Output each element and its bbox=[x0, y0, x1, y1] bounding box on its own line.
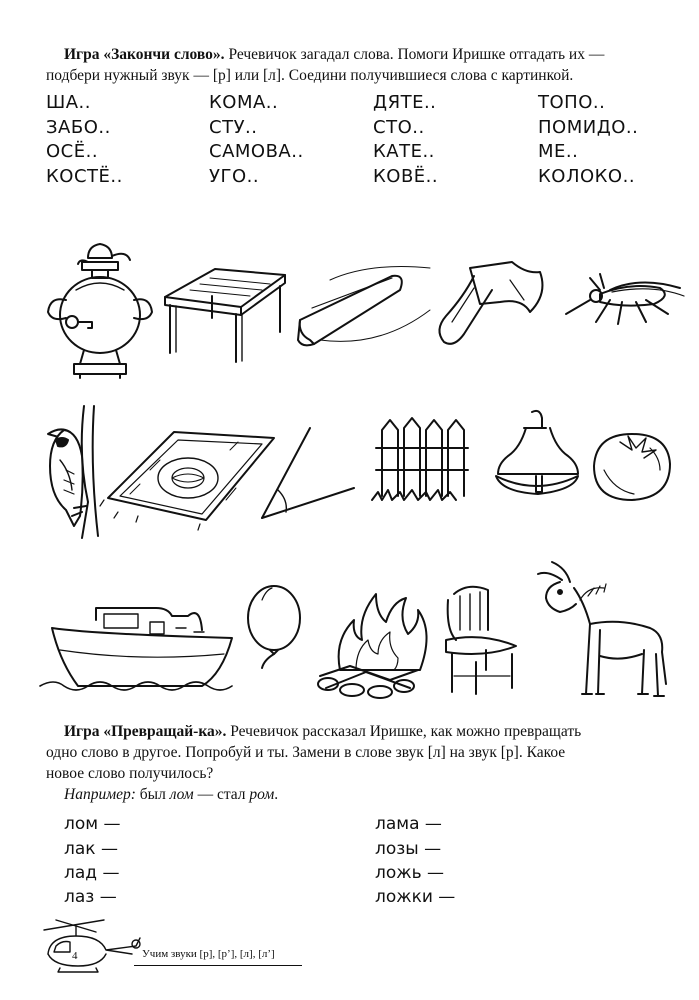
example-label: Например: bbox=[64, 786, 136, 803]
angle-icon[interactable] bbox=[262, 428, 354, 518]
mosquito-icon[interactable] bbox=[566, 274, 684, 324]
word-cell: КОСТЁ.. bbox=[46, 165, 123, 187]
transform-right-1: лама — bbox=[375, 814, 442, 834]
word-cell: ТОПО.. bbox=[538, 92, 606, 113]
transform-right-2: лозы — bbox=[375, 839, 442, 859]
word-cell: МЕ.. bbox=[538, 141, 579, 162]
word-cell: ЗАБО.. bbox=[46, 116, 111, 138]
table-icon[interactable] bbox=[165, 269, 285, 362]
example-word2: ром bbox=[249, 786, 275, 803]
axe-icon[interactable] bbox=[439, 262, 542, 344]
word-cell: ПОМИДО.. bbox=[538, 116, 639, 138]
game2-example bbox=[46, 784, 678, 805]
word-cell: КОМА.. bbox=[209, 92, 279, 113]
tomato-icon[interactable] bbox=[594, 434, 670, 500]
word-cell: КАТЕ.. bbox=[373, 141, 435, 162]
footer-title: Учим звуки [р], [р’], [л], [л’] bbox=[142, 948, 275, 960]
game1-text-line2: подбери нужный звук — [р] или [л]. Соедини получившиеся слова с картинкой. bbox=[46, 67, 574, 84]
bell-icon[interactable] bbox=[496, 411, 578, 494]
word-cell: ОСЁ.. bbox=[46, 141, 99, 162]
word-cell: ДЯТЕ.. bbox=[373, 92, 437, 113]
page-number: 4 bbox=[72, 950, 78, 962]
transform-left-1: лом — bbox=[64, 814, 121, 834]
donkey-icon[interactable] bbox=[538, 562, 666, 696]
game2-text-line1: Речевичок рассказал Иришке, как можно превращать bbox=[226, 723, 582, 740]
samovar-icon[interactable] bbox=[48, 244, 152, 378]
campfire-icon[interactable] bbox=[318, 594, 427, 698]
footer-divider bbox=[134, 965, 302, 966]
game2-text-line2: одно слово в другое. Попробуй и ты. Замени в слове звук [л] на звук [р]. Какое bbox=[46, 744, 566, 761]
boat-icon[interactable] bbox=[40, 608, 232, 690]
helicopter-icon bbox=[38, 916, 148, 976]
word-cell: САМОВА.. bbox=[209, 141, 304, 162]
carpet-icon[interactable] bbox=[100, 432, 274, 530]
game2-paragraph bbox=[46, 721, 678, 805]
game2-line1 bbox=[46, 721, 678, 742]
woodpecker-icon[interactable] bbox=[48, 406, 98, 538]
example-word1: лом bbox=[169, 786, 194, 803]
game1-title: Игра «Закончи слово». bbox=[64, 46, 225, 63]
word-cell: КОВЁ.. bbox=[373, 165, 439, 187]
word-cell: ША.. bbox=[46, 92, 92, 113]
game1-text-line1: Речевичок загадал слова. Помоги Иришке отгадать их — bbox=[224, 46, 605, 63]
transform-left-2: лак — bbox=[64, 839, 118, 859]
word-cell: СТУ.. bbox=[209, 116, 258, 138]
example-text1: был bbox=[135, 786, 170, 803]
transform-right-3: ложь — bbox=[375, 863, 445, 883]
transform-left-4: лаз — bbox=[64, 887, 117, 907]
transform-right-4: ложки — bbox=[375, 887, 456, 907]
transform-left-3: лад — bbox=[64, 863, 120, 883]
example-text2: — стал bbox=[193, 786, 250, 803]
word-cell: КОЛОКО.. bbox=[538, 165, 636, 187]
balloon-icon[interactable] bbox=[248, 586, 300, 668]
game2-title: Игра «Превращай-ка». bbox=[64, 723, 227, 740]
word-cell: УГО.. bbox=[209, 165, 260, 187]
chalk-icon[interactable] bbox=[298, 267, 430, 346]
word-cell: СТО.. bbox=[373, 116, 425, 138]
fence-icon[interactable] bbox=[372, 418, 468, 500]
chair-icon[interactable] bbox=[446, 587, 516, 694]
game2-text-line3: новое слово получилось? bbox=[46, 765, 214, 782]
example-end: . bbox=[274, 786, 279, 803]
